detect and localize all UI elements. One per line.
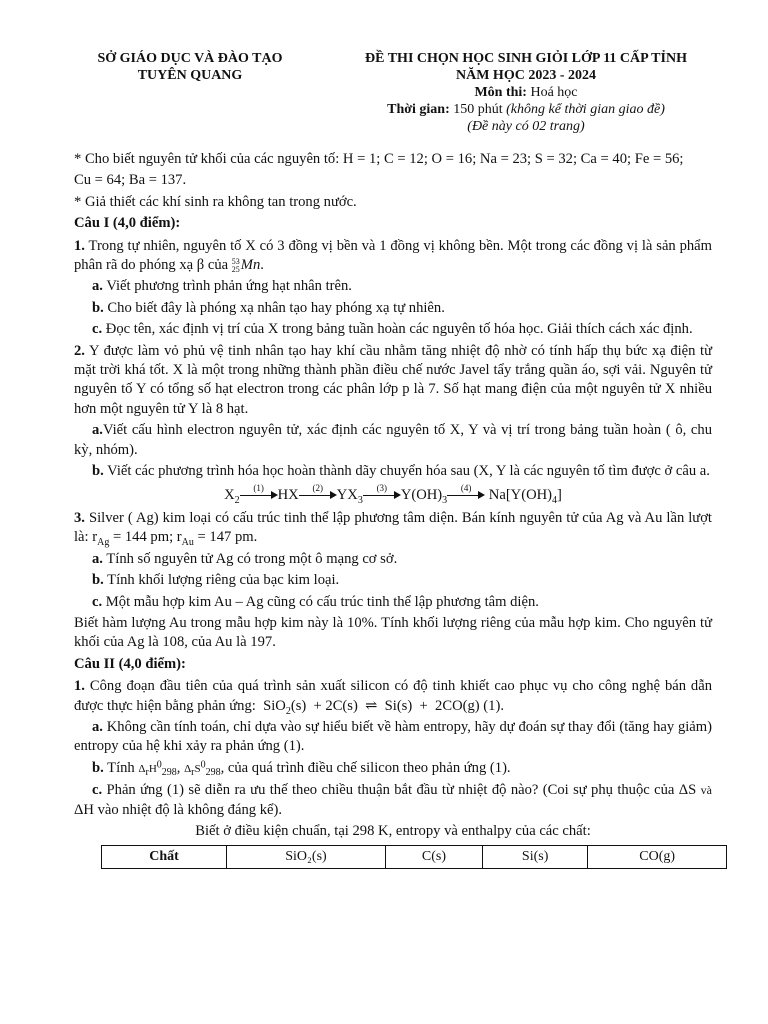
q1-part3: 3. Silver ( Ag) kim loại có cấu trúc tinh thể lập phương tâm diện. Bán kính nguyên tử của Ag và Au lần lượt là: $r_{Ag} = 144$ pm; $r_{Au} = 147$ pm. [74, 509, 712, 549]
q1-part2 [74, 342, 712, 420]
q1-part1-b [74, 299, 712, 318]
q1-part1-a [74, 277, 712, 296]
q1-part3-a-label: a. [92, 550, 103, 567]
q2-part1-number: 1. [74, 678, 85, 695]
subject-line [336, 84, 716, 101]
table-header-cell: Chất [102, 846, 227, 868]
exam-title: ĐỀ THI CHỌN HỌC SINH GIỎI LỚP 11 CẤP TỈNH [365, 51, 687, 66]
q1-part2-a-text: Viết cấu hình electron nguyên tử, xác định các nguyên tố X, Y và vị trí trong bảng tuần hoàn ( ô, chu kỳ, nhóm). [74, 422, 712, 458]
mn-mass-number: 53 [231, 256, 240, 266]
q1-part3-a-text: Tính số nguyên tử Ag có trong một ô mạng cơ sở. [106, 550, 398, 567]
delta-s-symbol: $\Delta_rS^0_{298}$ [184, 759, 221, 778]
q1-part1-text: Trong tự nhiên, nguyên tố X có 3 đồng vị bền và 1 đồng vị không bền. Một trong các đồng vị là sản phẩm phân rã do phóng xạ β của [74, 237, 712, 274]
q2-part1 [74, 677, 712, 716]
q2-part1-c-text: Phản ứng (1) sẽ diễn ra ưu thế theo chiều thuận bắt đầu từ nhiệt độ nào? (Coi sự phụ thuộc của [106, 782, 675, 799]
arrow-step-1-label: (1) [253, 483, 264, 494]
table-header-cell: CO(g) [588, 846, 727, 868]
q2-part1-b-post: , của quá trình điều chế silicon theo phản ứng (1). [220, 759, 511, 776]
arrow-step-1 [240, 483, 278, 500]
table-header-cell: SiO₂(s) [227, 846, 386, 868]
q1-part3-c [74, 593, 712, 612]
reaction-equation: SiO$_2$(s) + 2C(s) ⇌ Si(s) + 2CO(g) [259, 697, 480, 717]
q1-part3-tail: Biết hàm lượng Au trong mẫu hợp kim này là 10%. Tính khối lượng riêng của mẫu hợp kim. Cho nguyên tử khối của Ag là 108, của Au là 197. [74, 614, 712, 651]
q1-part1-c [74, 320, 712, 339]
q1-part1-c-text: Đọc tên, xác định vị trí của X trong bảng tuần hoàn các nguyên tố hóa học. Giải thích cách xác định. [105, 321, 693, 338]
q1-part1-b-label: b. [92, 299, 104, 316]
q1-part1-b-text: Cho biết đây là phóng xạ nhân tạo hay phóng xạ tự nhiên. [107, 299, 445, 316]
conversion-chain: $X_2$ (1) HX (2) $YX_3$ (3) $Y(OH)_3$ (4) $Na[Y(OH)_4]$ [74, 486, 712, 505]
header-exam-info [336, 50, 716, 135]
gas-note: * Giả thiết các khí sinh ra không tan trong nước. [74, 193, 357, 210]
table-intro: Biết ở điều kiện chuẩn, tại 298 K, entropy và enthalpy của các chất: [195, 823, 591, 839]
q1-part2-number: 2. [74, 342, 85, 359]
question-1-title: Câu I (4,0 điểm): [74, 215, 181, 232]
q2-part1-b: b. Tính $\Delta_rH^0_{298}$, $\Delta_rS^0_{298}$, của quá trình điều chế silicon theo phản ứng (1). [92, 759, 511, 778]
q1-part3-c-text: Một mẫu hợp kim Au – Ag cũng có cấu trúc tinh thể lập phương tâm diện. [105, 593, 539, 610]
header-department [74, 50, 306, 84]
q2-part1-a-label: a. [92, 718, 103, 735]
q1-part3-b-text: Tính khối lượng riêng của bạc kim loại. [107, 572, 340, 589]
q2-part1-c: c. Phản ứng (1) sẽ diễn ra ưu thế theo chiều thuận bắt đầu từ nhiệt độ nào? (Coi sự phụ thuộc của ΔS và ΔH vào nhiệt độ là không đáng kể). [74, 782, 712, 818]
q1-part2-text: Y được làm vỏ phủ vệ tinh nhân tạo hay khí cầu nhằm tăng nhiệt độ nhờ có tính hấp thụ bức xạ điện từ mặt trời khá tốt. X là một trong những thành phần điều chế nước Javel tẩy trắng quần áo, sợi vải. Nguyên tử nguyên tố Y có tổng số hạt electron trong các phân lớp p là 7. Số hạt mang điện của một nguyên tử X nhiều hơn một nguyên tử Y là 8 hạt. [74, 342, 713, 417]
q1-part1-a-text: Viết phương trình phản ứng hạt nhân trên. [106, 278, 352, 295]
q2-part1-b-label: b. [92, 759, 104, 776]
arrow-step-4-label: (4) [460, 483, 472, 494]
q1-part1-a-label: a. [92, 278, 103, 295]
mn-nuclide-numbers [232, 258, 240, 274]
q1-part2-b-text: Viết các phương trình hóa học hoàn thành dãy chuyển hóa sau (X, Y là các nguyên tố tìm được ở câu a. [107, 463, 710, 480]
q2-part1-c-and: và [700, 783, 712, 798]
q1-part1-c-label: c. [92, 321, 103, 338]
province-name: TUYÊN QUANG [137, 68, 243, 83]
q2-part1-c-label: c. [92, 782, 103, 799]
school-year: NĂM HỌC 2023 - 2024 [456, 68, 596, 83]
q1-part3-a [74, 550, 712, 569]
q1-part2-b-label: b. [92, 463, 104, 480]
time-label: Thời gian: [387, 102, 450, 117]
q2-part1-text: Công đoạn đầu tiên của quá trình sản xuất silicon có độ tinh khiết cao phục vụ cho công nghệ bán dẫn được thực hiện bằng phản ứng: [74, 678, 713, 714]
q2-part1-a-text: Không cần tính toán, chỉ dựa vào sự hiểu biết về hàm entropy, hãy dự đoán sự thay đổi (tăng hay giảm) entropy của hệ khi xảy ra phản ứng (1). [74, 718, 712, 755]
q2-part1-c-end: vào nhiệt độ là không đáng kể). [97, 801, 282, 818]
atomic-masses-line2: Cu = 64; Ba = 137. [74, 172, 187, 189]
department-name: SỞ GIÁO DỤC VÀ ĐÀO TẠO [97, 51, 283, 66]
q1-part1: 1. Trong tự nhiên, nguyên tố X có 3 đồng vị bền và 1 đồng vị không bền. Một trong các đồng vị là sản phẩm phân rã do phóng xạ β của 53 25Mn. [74, 237, 712, 274]
q1-part2-a [74, 421, 712, 460]
exam-body [74, 150, 712, 869]
table-header-cell: C(s) [385, 846, 482, 868]
mn-symbol: Mn [240, 257, 261, 274]
atomic-masses-line1: * Cho biết nguyên tử khối của các nguyên tố: H = 1; C = 12; O = 16; Na = 23; S = 32; Ca = 40; Fe = 56; [74, 151, 684, 167]
pages-note: (Đề này có 02 trang) [467, 119, 585, 134]
q1-part1-number: 1. [74, 237, 85, 254]
table-header-cell: Si(s) [482, 846, 587, 868]
question-2-title: Câu II (4,0 điểm): [74, 655, 186, 672]
arrow-step-4 [447, 483, 485, 500]
time-note: (không kể thời gian giao đề) [506, 102, 665, 117]
arrow-step-3 [363, 483, 401, 500]
time-line [336, 101, 716, 118]
q1-part3-b-label: b. [92, 572, 104, 589]
time-value: 150 phút [453, 102, 503, 117]
arrow-step-2-label: (2) [312, 483, 323, 494]
entropy-enthalpy-table [101, 845, 727, 868]
q2-part1-a [74, 718, 712, 757]
q1-part3-b [74, 571, 712, 590]
radius-ag: = 144 pm; [113, 529, 174, 546]
arrow-step-2 [299, 483, 337, 500]
q1-part2-a-label: a. [92, 422, 103, 439]
mn-atomic-number: 25 [231, 264, 240, 274]
delta-h-symbol: $\Delta_rH^0_{298}$ [138, 759, 177, 778]
arrow-step-3-label: (3) [376, 483, 388, 494]
reaction-number: (1). [483, 697, 504, 714]
subject-label: Môn thi: [474, 85, 527, 100]
q2-part1-b-pre: Tính [107, 759, 135, 776]
q1-part3-number: 3. [74, 509, 85, 526]
table-header-row [102, 846, 727, 868]
subject-value: Hoá học [530, 85, 578, 100]
q1-part3-c-label: c. [92, 593, 103, 610]
radius-au: = 147 pm. [197, 529, 258, 546]
q1-part3-text: Silver ( Ag) kim loại có cấu trúc tinh thể lập phương tâm diện. Bán kính nguyên tử của Ag và Au lần lượt là: [74, 509, 712, 546]
